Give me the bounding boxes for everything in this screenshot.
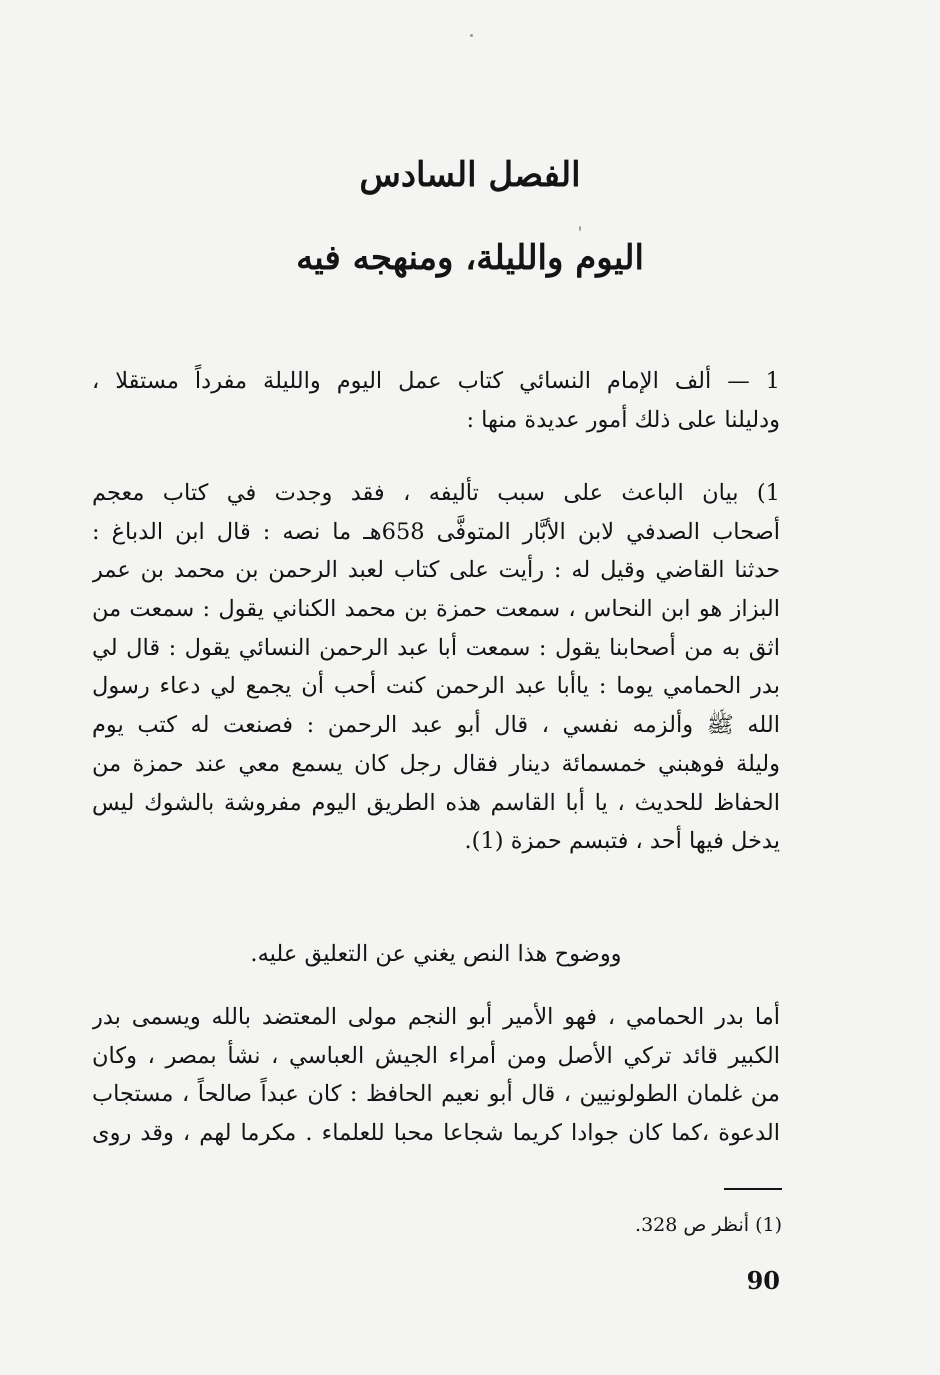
text-line: 1 — ألف الإمام النسائي كتاب عمل اليوم والليلة مفرداً مستقلا ، [92, 368, 780, 394]
text-line: حدثنا القاضي وقيل له : رأيت على كتاب لعبد الرحمن بن محمد بن عمر [92, 557, 780, 584]
paragraph-3 [92, 935, 780, 974]
text-line: البزاز هو ابن النحاس ، سمعت حمزة بن محمد الكناني يقول : سمعت من [92, 596, 780, 623]
text-line: ووضوح هذا النص يغني عن التعليق عليه. [250, 941, 622, 967]
page-number: 90 [746, 1266, 780, 1295]
chapter-label: الفصل السادس [359, 155, 581, 195]
paragraph-2 [92, 474, 780, 861]
text-line: بدر الحمامي يوما : ياأبا عبد الرحمن كنت أحب أن يجمع لي دعاء رسول [92, 673, 780, 700]
paragraph-4 [92, 998, 780, 1153]
text-line: الكبير قائد تركي الأصل ومن أمراء الجيش العباسي ، نشأ بمصر ، وكان [92, 1042, 780, 1069]
text-line: ودليلنا على ذلك أمور عديدة منها : [466, 406, 780, 433]
text-line: 1) بيان الباعث على سبب تأليفه ، فقد وجدت في كتاب معجم [92, 480, 780, 506]
chapter-title: اليوم والليلة، ومنهجه فيه [296, 238, 644, 278]
text-line: من غلمان الطولونيين ، قال أبو نعيم الحافظ : كان عبداً صالحاً ، مستجاب [92, 1081, 780, 1108]
footnote: (1) أنظر ص 328. [635, 1214, 782, 1236]
scan-speck [579, 226, 581, 231]
text-line: أصحاب الصدفي لابن الأبَّار المتوفَّى 658هـ ما نصه : قال ابن الدباغ : [92, 518, 780, 545]
text-line: الله ﷺ وألزمه نفسي ، قال أبو عبد الرحمن : فصنعت له كتب يوم [92, 712, 780, 739]
text-line: اثق به من أصحابنا يقول : سمعت أبا عبد الرحمن النسائي يقول : قال لي [92, 634, 780, 661]
text-line: وليلة فوهبني خمسمائة دينار فقال رجل كان يسمع معي عند حمزة من [92, 750, 780, 777]
footnote-divider [724, 1188, 782, 1190]
text-line: يدخل فيها أحد ، فتبسم حمزة (1). [464, 828, 780, 855]
text-line: الدعوة ،كما كان جوادا كريما شجاعا محبا للعلماء . مكرما لهم ، وقد روى [92, 1120, 780, 1147]
text-line: الحفاظ للحديث ، يا أبا القاسم هذه الطريق اليوم مفروشة بالشوك ليس [92, 789, 780, 816]
text-line: أما بدر الحمامي ، فهو الأمير أبو النجم مولى المعتضد بالله ويسمى بدر [92, 1004, 780, 1030]
paragraph-1 [92, 362, 780, 439]
scan-speck [470, 34, 473, 37]
